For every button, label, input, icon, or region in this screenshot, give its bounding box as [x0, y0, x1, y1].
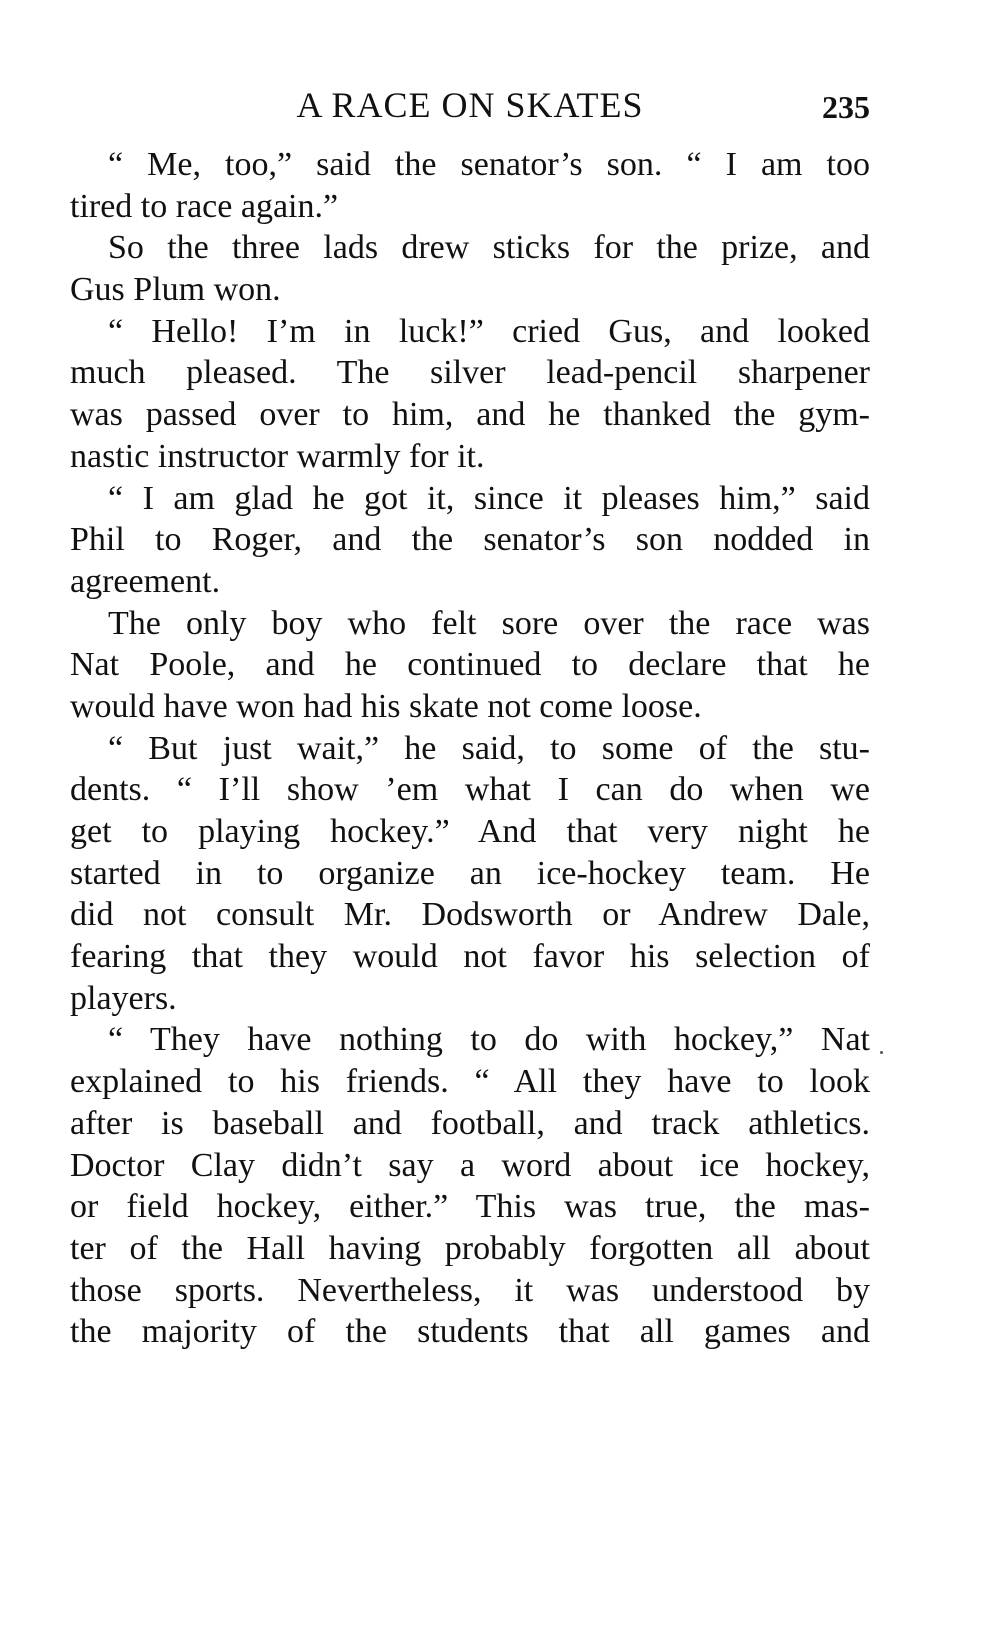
text-line: did not consult Mr. Dodsworth or Andrew Dale,: [70, 896, 870, 934]
text-line: “ But just wait,” he said, to some of the stu-: [108, 729, 870, 767]
text-line: dents. “ I’ll show ’em what I can do when we: [70, 771, 870, 809]
text-line: started in to organize an ice-hockey team. He: [70, 854, 870, 892]
text-line: players.: [70, 979, 177, 1017]
text-line: those sports. Nevertheless, it was understood by: [70, 1271, 870, 1309]
text-line: “ I am glad he got it, since it pleases him,” said: [108, 479, 870, 517]
text-line: the majority of the students that all games and: [70, 1313, 870, 1351]
running-header: [70, 82, 870, 132]
text-line: Gus Plum won.: [70, 271, 281, 309]
ink-speck: [880, 1051, 883, 1054]
text-line: or field hockey, either.” This was true, the mas-: [70, 1188, 870, 1226]
text-line: would have won had his skate not come loose.: [70, 687, 702, 725]
text-line: tired to race again.”: [70, 187, 339, 225]
text-line: nastic instructor warmly for it.: [70, 437, 485, 475]
text-line: So the three lads drew sticks for the prize, and: [108, 229, 870, 267]
text-line: “ They have nothing to do with hockey,” Nat: [108, 1021, 870, 1059]
chapter-title: A RACE ON SKATES: [296, 85, 644, 125]
text-line: much pleased. The silver lead-pencil sharpener: [70, 354, 870, 392]
text-line: “ Me, too,” said the senator’s son. “ I am too: [108, 146, 870, 183]
text-line: “ Hello! I’m in luck!” cried Gus, and looked: [108, 312, 870, 350]
text-line: explained to his friends. “ All they have to look: [70, 1063, 870, 1101]
text-line: was passed over to him, and he thanked the gym-: [70, 396, 870, 434]
text-line: Doctor Clay didn’t say a word about ice hockey,: [70, 1146, 870, 1184]
text-line: Phil to Roger, and the senator’s son nodded in: [70, 521, 870, 559]
page-body-text: [70, 144, 870, 1353]
text-line: fearing that they would not favor his selection of: [70, 938, 870, 976]
page-number: 235: [822, 89, 870, 125]
text-line: Nat Poole, and he continued to declare that he: [70, 646, 870, 684]
text-line: agreement.: [70, 562, 221, 600]
text-line: get to playing hockey.” And that very night he: [70, 813, 870, 850]
text-line: ter of the Hall having probably forgotten all about: [70, 1229, 870, 1267]
text-line: after is baseball and football, and track athletics.: [70, 1104, 870, 1142]
text-line: The only boy who felt sore over the race was: [108, 604, 870, 642]
